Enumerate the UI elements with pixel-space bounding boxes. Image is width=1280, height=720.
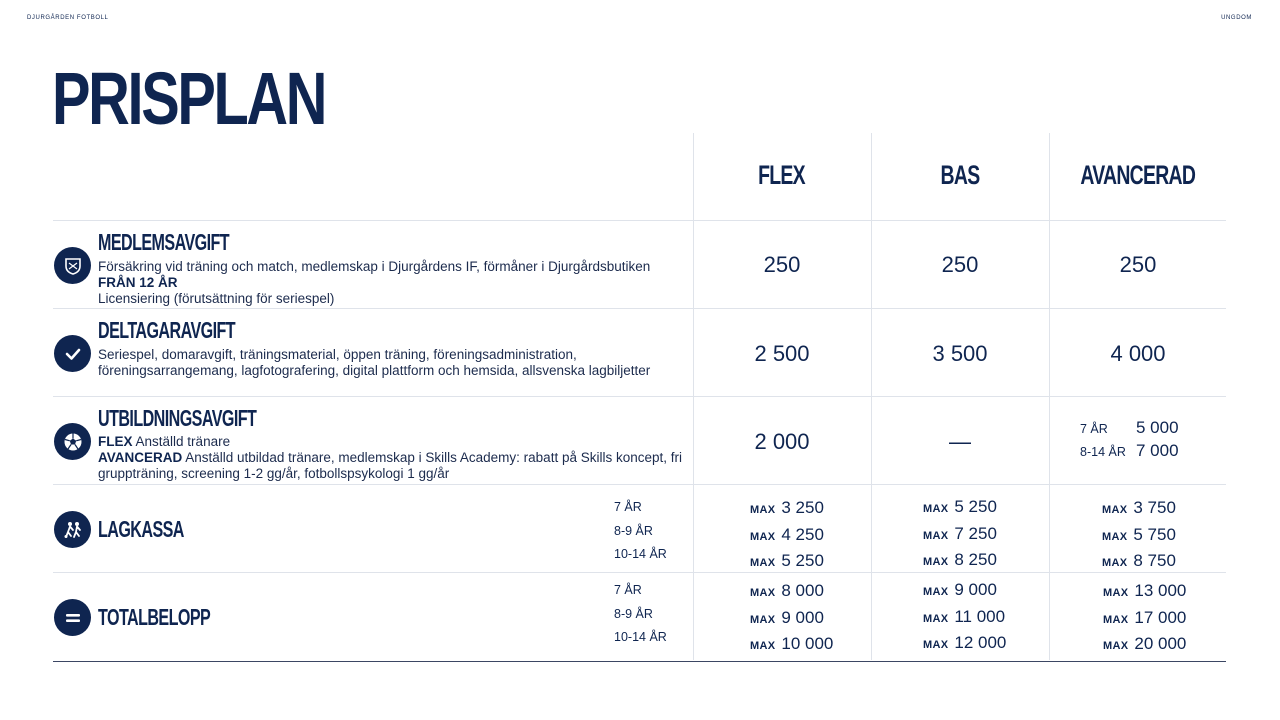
row-title: MEDLEMSAVGIFT	[98, 229, 230, 255]
row-description: Försäkring vid träning och match, medlemskap i Djurgårdens IF, förmåner i Djurgårdsbutiken FRÅN 12 ÅR Licensiering (förutsättning för seriespel)	[98, 259, 651, 306]
price-flex: MAX 8 000 MAX 9 000 MAX 10 000	[750, 581, 834, 653]
column-header-avancerad: AVANCERAD	[1080, 160, 1196, 190]
column-header-flex: FLEX	[758, 160, 806, 190]
row-lagkassa	[53, 484, 1226, 573]
row-title: UTBILDNINGSAVGIFT	[98, 405, 257, 431]
football-icon	[54, 423, 91, 460]
price-flex: MAX 3 250 MAX 4 250 MAX 5 250	[750, 498, 824, 570]
row-title: LAGKASSA	[98, 516, 184, 542]
price-bas: MAX 9 000 MAX 11 000 MAX 12 000	[923, 580, 1007, 652]
equals-icon	[54, 599, 91, 636]
price-bas: MAX 5 250 MAX 7 250 MAX 8 250	[923, 497, 997, 569]
age-list: 7 ÅR 8-9 ÅR 10-14 ÅR	[614, 500, 667, 561]
price-avancerad: 4 000	[1110, 341, 1166, 366]
row-description: Seriespel, domaravgift, träningsmaterial, öppen träning, föreningsadministration, föreningsarrangemang, lagfotografering, digital plattform och hemsida, allsvenska lagbiljetter	[98, 347, 651, 378]
price-flex: 2 500	[754, 341, 810, 366]
page-title: PRISPLAN	[52, 57, 326, 140]
checkmark-icon	[54, 335, 91, 372]
club-badge-icon	[54, 247, 91, 284]
price-flex: 250	[763, 252, 801, 277]
team-players-icon	[54, 511, 91, 548]
price-flex: 2 000	[754, 429, 810, 454]
column-header-bas: BAS	[940, 160, 980, 190]
price-avancerad: MAX 13 000 MAX 17 000 MAX 20 000	[1103, 581, 1187, 653]
row-utbildningsavgift	[53, 396, 1226, 485]
row-totalbelopp	[53, 572, 1226, 662]
price-avancerad: 7 ÅR 5 000 8-14 ÅR 7 000	[1080, 418, 1179, 460]
row-deltagaravgift	[53, 308, 1226, 397]
price-bas: 250	[941, 252, 979, 277]
price-bas: —	[949, 429, 971, 454]
row-description: FLEX Anställd tränare AVANCERAD Anställd utbildad tränare, medlemskap i Skills Academy: rabatt på Skills koncept, fri gruppträning, screening 1-2 gg/år, fotbollspsykologi 1 gg/år	[98, 434, 682, 481]
section-label: UNGDOM	[1221, 15, 1252, 21]
row-medlemsavgift	[53, 220, 1226, 309]
price-avancerad: 250	[1119, 252, 1157, 277]
row-title: DELTAGARAVGIFT	[98, 317, 236, 343]
price-bas: 3 500	[932, 341, 988, 366]
price-avancerad: MAX 3 750 MAX 5 750 MAX 8 750	[1102, 498, 1176, 570]
row-title: TOTALBELOPP	[98, 604, 211, 630]
brand-label: DJURGÅRDEN FOTBOLL	[27, 15, 109, 21]
age-list: 7 ÅR 8-9 ÅR 10-14 ÅR	[614, 583, 667, 644]
